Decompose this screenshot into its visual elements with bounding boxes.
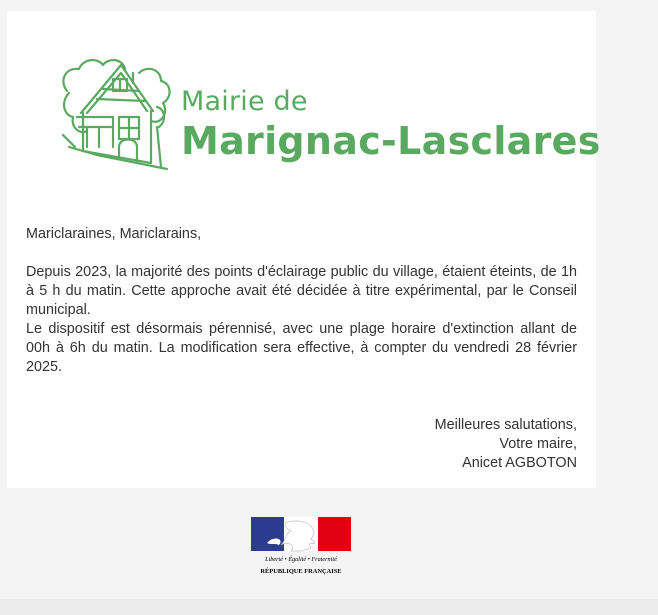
signature-closing: Meilleures salutations, xyxy=(434,417,577,433)
greeting: Mariclaraines, Mariclarains, xyxy=(26,226,202,242)
newsletter-card xyxy=(7,11,601,488)
rf-name: RÉPUBLIQUE FRANÇAISE xyxy=(260,568,342,575)
signature-title: Votre maire, xyxy=(499,436,577,452)
signature-block xyxy=(435,416,577,473)
republique-francaise-logo xyxy=(251,517,351,579)
marianne-flag-icon xyxy=(251,517,351,579)
house-tree-logo-icon xyxy=(57,51,175,176)
paragraph-2: Le dispositif est désormais pérennisé, avec une plage horaire d'extinction allant de 00h à 6h du matin. La modification sera effective, à compter du vendredi 28 février 2025. xyxy=(26,321,577,375)
bottom-bar xyxy=(0,599,658,615)
logo-title-line1: Mairie de xyxy=(181,86,308,117)
logo-title-line2: Marignac-Lasclares xyxy=(181,119,601,163)
signature-name: Anicet AGBOTON xyxy=(462,455,577,471)
letter-body xyxy=(26,225,577,377)
paragraph-1: Depuis 2023, la majorité des points d'éclairage public du village, étaient éteints, de 1h à 5 h du matin. Cette approche avait été décidée à titre expérimental, par le Conseil municipal. xyxy=(26,264,577,318)
rf-motto: Liberté • Égalité • Fraternité xyxy=(265,556,337,563)
mairie-logo xyxy=(57,51,601,181)
